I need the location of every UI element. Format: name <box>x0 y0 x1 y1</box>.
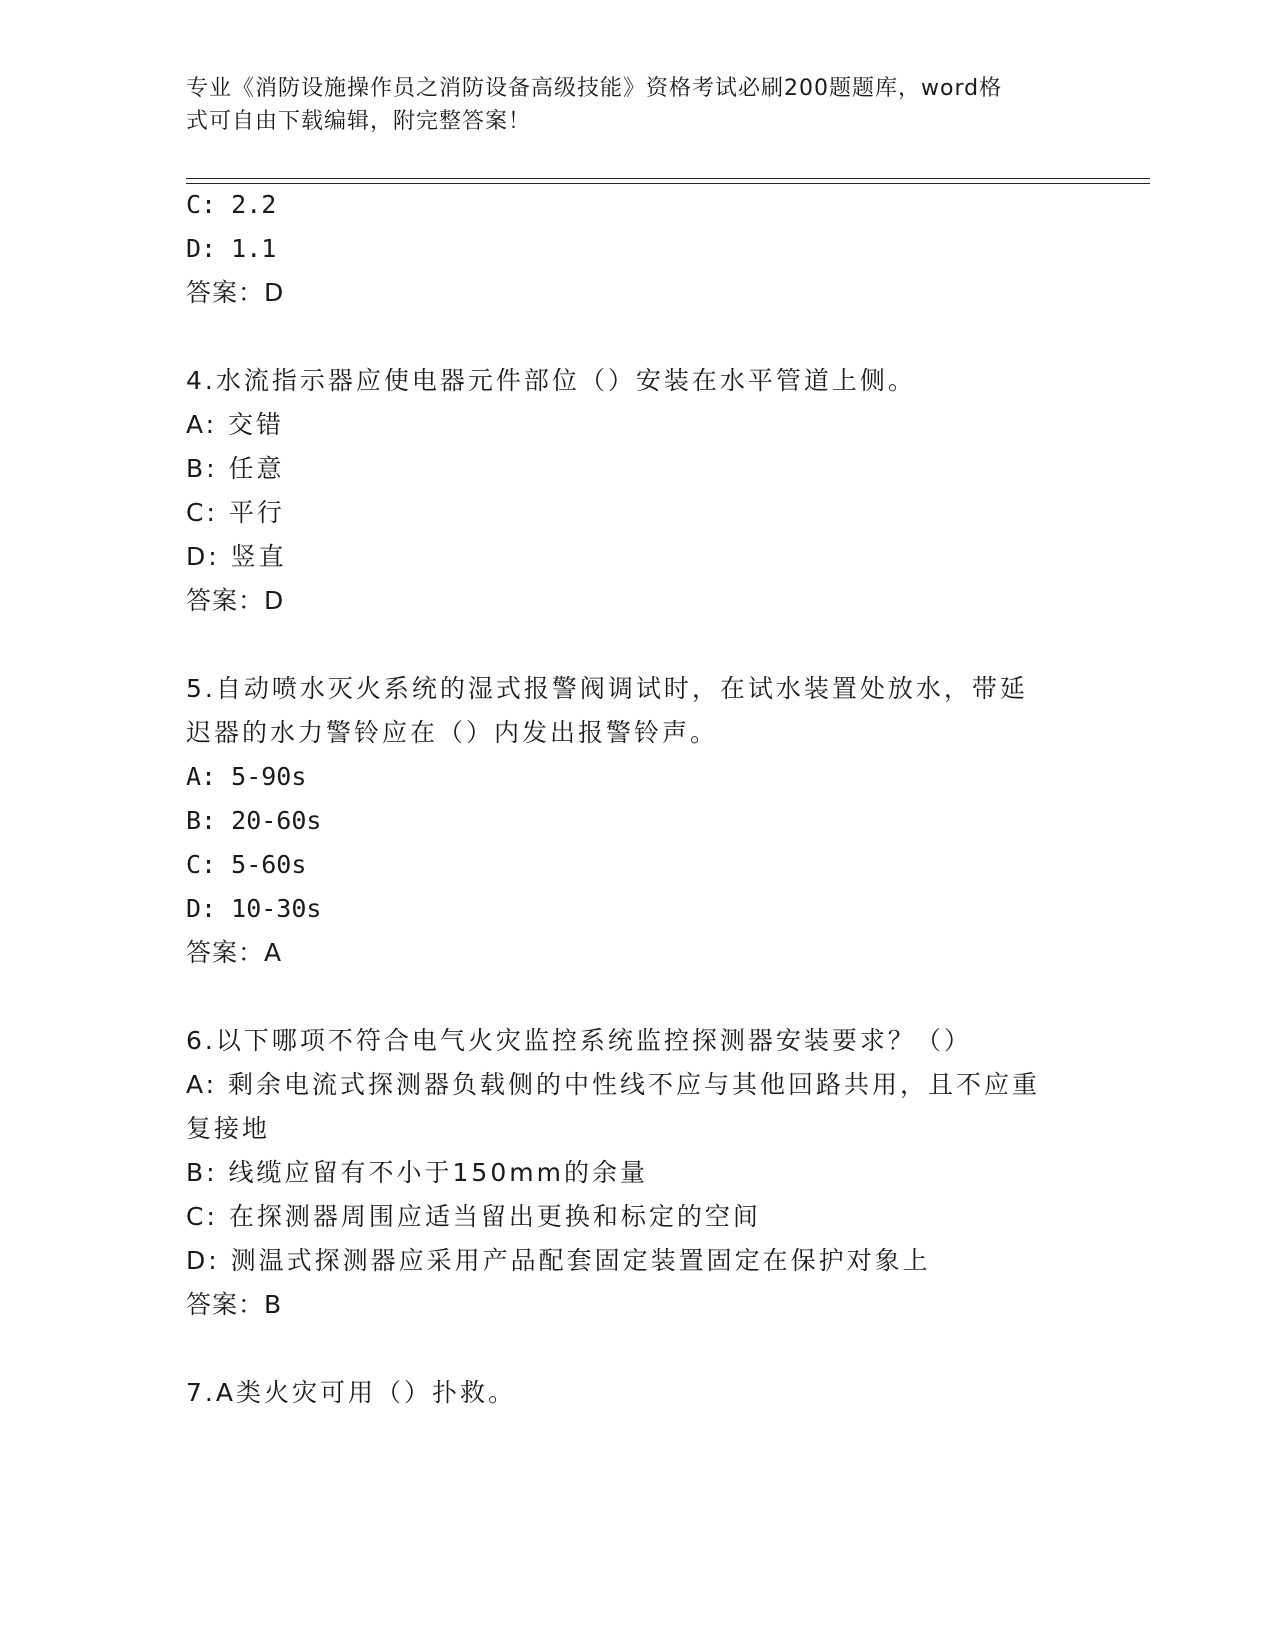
q3-option-d: D: 1.1 <box>186 234 277 263</box>
q5-answer: 答案：A <box>186 938 283 967</box>
q6-option-c: C: 在探测器周围应适当留出更换和标定的空间 <box>186 1202 761 1231</box>
q4-option-d: D: 竖直 <box>186 542 287 571</box>
q5-question-line-2: 迟器的水力警铃应在（）内发出报警铃声。 <box>186 718 719 747</box>
header-divider-top <box>186 178 1150 179</box>
q5-option-d: D: 10-30s <box>186 894 322 923</box>
q6-option-d: D: 测温式探测器应采用产品配套固定装置固定在保护对象上 <box>186 1246 931 1275</box>
header-divider-bottom <box>186 183 1150 184</box>
q6-question: 6.以下哪项不符合电气火灾监控系统监控探测器安装要求？（） <box>186 1026 972 1055</box>
q5-question-line-1: 5.自动喷水灭火系统的湿式报警阀调试时，在试水装置处放水，带延 <box>186 674 1028 703</box>
q6-option-b: B: 线缆应留有不小于150mm的余量 <box>186 1158 648 1187</box>
q6-option-a-line-1: A: 剩余电流式探测器负载侧的中性线不应与其他回路共用，且不应重 <box>186 1070 1041 1099</box>
q4-answer: 答案：D <box>186 586 285 615</box>
q6-option-a-line-2: 复接地 <box>186 1114 271 1143</box>
header-line-1: 专业《消防设施操作员之消防设备高级技能》资格考试必刷200题题库，word格 <box>186 76 1003 101</box>
q3-answer: 答案：D <box>186 278 285 307</box>
q6-answer: 答案：B <box>186 1290 283 1319</box>
q4-question: 4.水流指示器应使电器元件部位（）安装在水平管道上侧。 <box>186 366 916 395</box>
q5-option-c: C: 5-60s <box>186 850 307 879</box>
q5-option-a: A: 5-90s <box>186 762 307 791</box>
q7-question: 7.A类火灾可用（）扑救。 <box>186 1378 516 1407</box>
q3-option-c: C: 2.2 <box>186 190 277 219</box>
header-line-2: 式可自由下载编辑，附完整答案！ <box>186 109 532 134</box>
q4-option-c: C: 平行 <box>186 498 285 527</box>
q4-option-a: A: 交错 <box>186 410 285 439</box>
q4-option-b: B: 任意 <box>186 454 285 483</box>
q5-option-b: B: 20-60s <box>186 806 322 835</box>
document-header <box>186 72 1066 138</box>
